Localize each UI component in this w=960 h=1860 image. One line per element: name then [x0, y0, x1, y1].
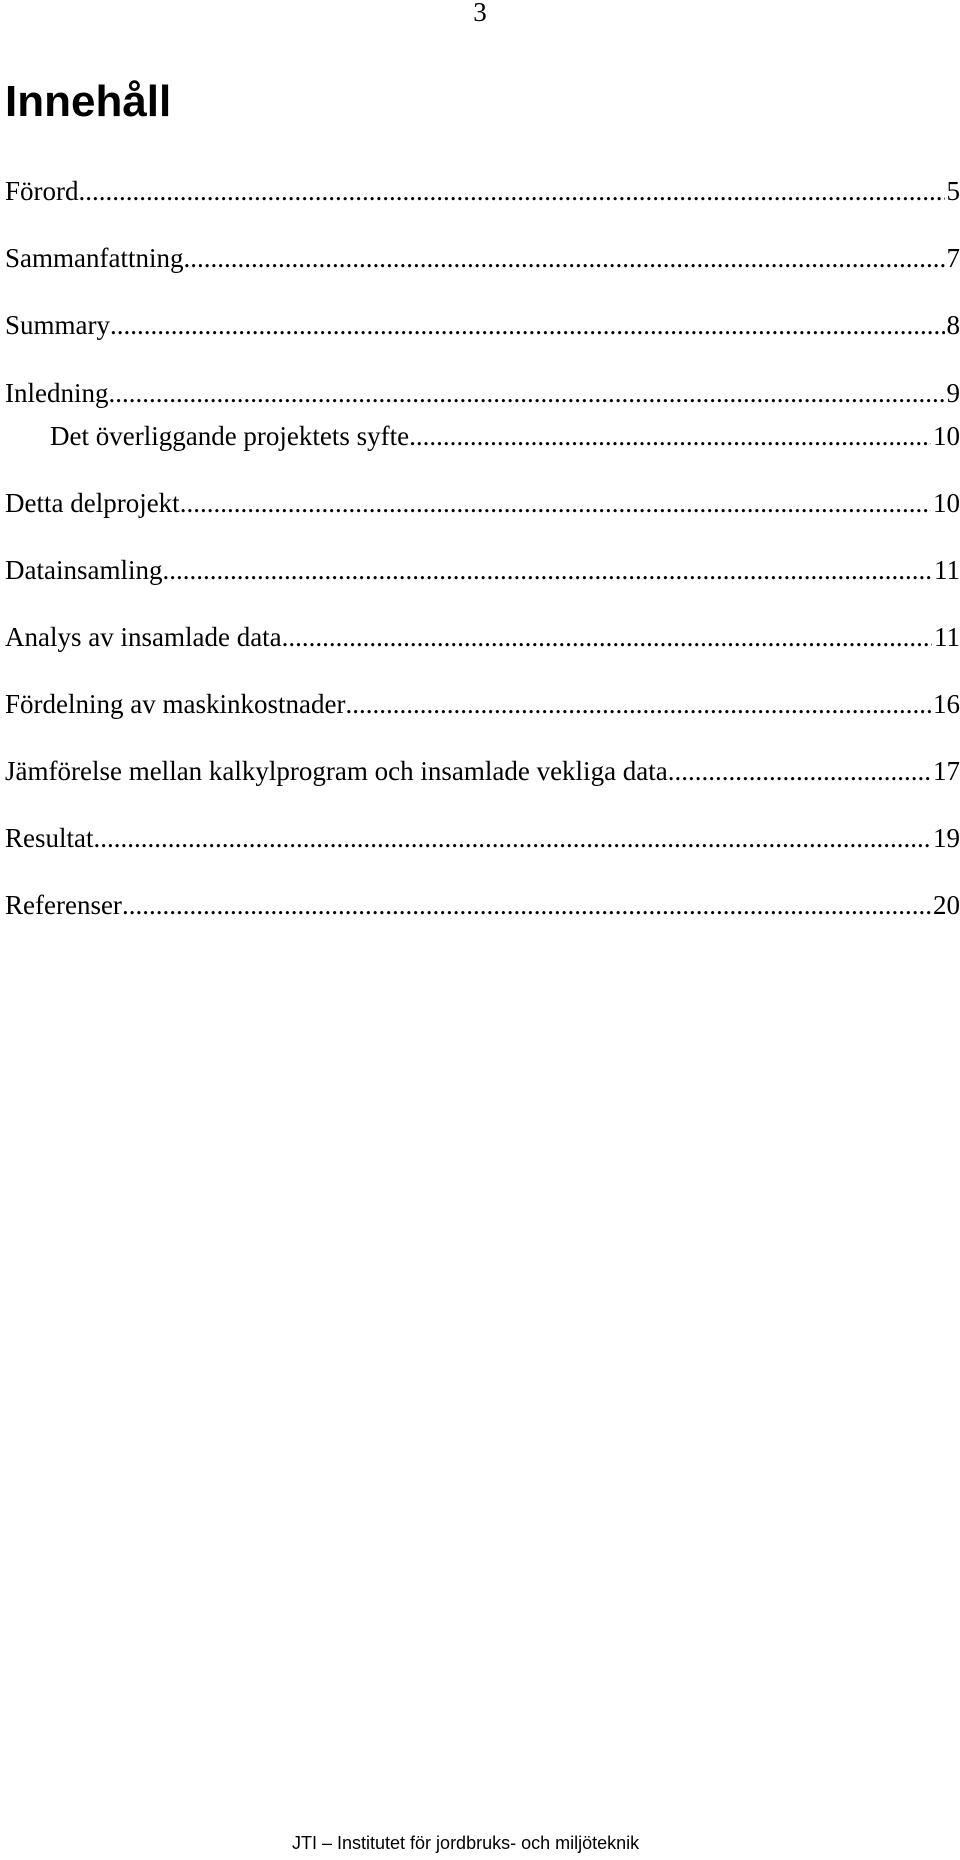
toc-entry-title: Detta delprojekt	[5, 488, 180, 518]
dot-leader	[668, 753, 931, 789]
dot-leader	[110, 307, 945, 343]
toc-entry-page: 7	[946, 243, 960, 273]
toc-entry-title: Förord	[5, 176, 79, 206]
toc-entry-title: Jämförelse mellan kalkylprogram och insamlade vekliga data	[5, 756, 668, 786]
toc-entry-title: Summary	[5, 310, 110, 340]
toc-entry-fordelning[interactable]	[5, 686, 960, 722]
dot-leader	[108, 375, 944, 411]
toc-entry-title: Fördelning av maskinkostnader	[5, 689, 346, 719]
dot-leader	[282, 619, 932, 655]
toc-entry-title: Resultat	[5, 823, 94, 853]
toc-entry-page: 20	[933, 890, 960, 920]
dot-leader	[94, 820, 932, 856]
toc-entry-resultat[interactable]	[5, 820, 960, 856]
page-title: Innehåll	[5, 77, 172, 126]
toc-entry-page: 11	[934, 622, 960, 652]
dot-leader	[183, 240, 944, 276]
dot-leader	[122, 887, 931, 923]
toc-entry-title: Referenser	[5, 890, 122, 920]
toc-entry-page: 17	[933, 756, 960, 786]
toc-entry-page: 19	[933, 823, 960, 853]
footer-institute: JTI – Institutet för jordbruks- och miljöteknik	[292, 1833, 640, 1853]
table-of-contents	[5, 0, 960, 960]
dot-leader	[79, 173, 945, 209]
toc-entry-page: 11	[934, 555, 960, 585]
toc-entry-title: Sammanfattning	[5, 243, 184, 273]
toc-entry-jamforelse[interactable]	[5, 753, 960, 789]
toc-entry-detta-delprojekt[interactable]	[5, 485, 960, 521]
dot-leader	[409, 418, 931, 454]
toc-entry-page: 8	[946, 310, 960, 340]
dot-leader	[345, 686, 931, 722]
toc-entry-forord[interactable]	[5, 173, 960, 209]
toc-entry-page: 10	[933, 421, 960, 451]
toc-entry-title: Det överliggande projektets syfte	[50, 421, 410, 451]
toc-entry-title: Inledning	[5, 378, 109, 408]
toc-entry-page: 10	[933, 488, 960, 518]
dot-leader	[162, 552, 932, 588]
toc-entry-projektets-syfte[interactable]	[50, 418, 960, 454]
toc-entry-summary[interactable]	[5, 307, 960, 343]
dot-leader	[180, 485, 931, 521]
toc-entry-sammanfattning[interactable]	[5, 240, 960, 276]
toc-entry-inledning[interactable]	[5, 375, 960, 411]
toc-entry-datainsamling[interactable]	[5, 552, 960, 588]
toc-entry-page: 9	[946, 378, 960, 408]
toc-entry-page: 16	[933, 689, 960, 719]
toc-entry-title: Analys av insamlade data	[5, 622, 282, 652]
toc-entry-page: 5	[946, 176, 960, 206]
page-number: 3	[473, 0, 487, 27]
toc-entry-title: Datainsamling	[5, 555, 163, 585]
toc-entry-analys[interactable]	[5, 619, 960, 655]
toc-entry-referenser[interactable]	[5, 887, 960, 923]
